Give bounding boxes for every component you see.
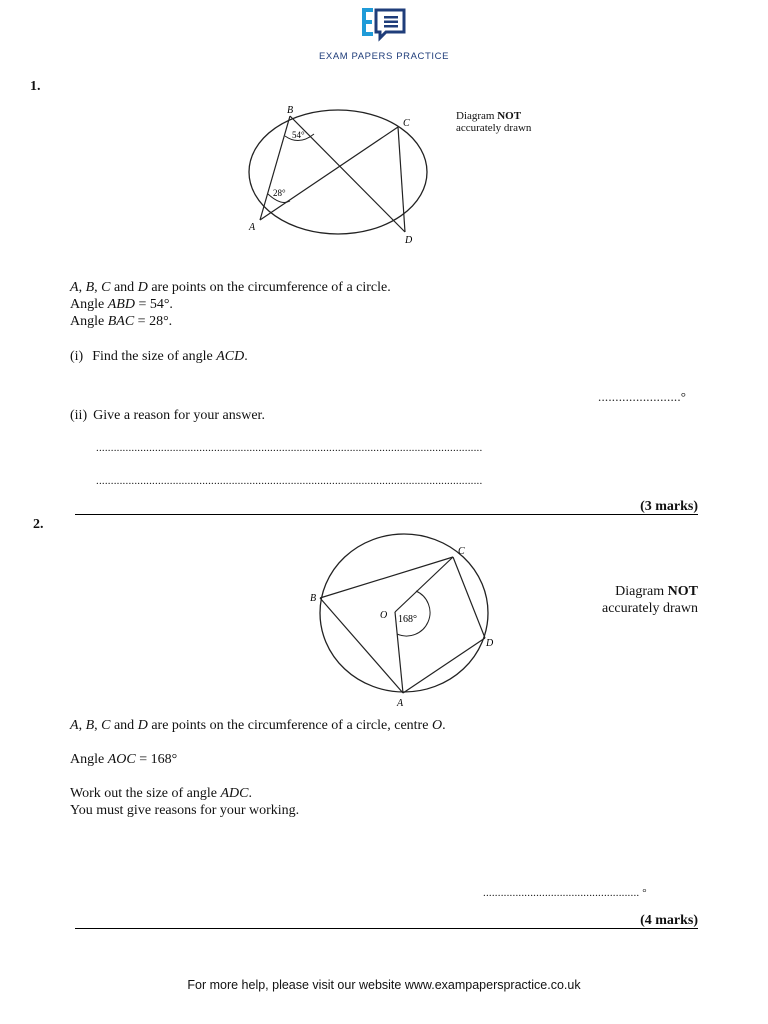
q1-divider	[75, 514, 698, 515]
q1-stem-line-3: Angle BAC = 28°.	[70, 314, 173, 329]
brand-name: EXAM PAPERS PRACTICE	[318, 51, 450, 62]
question-1-number: 1.	[30, 79, 41, 94]
q2-divider	[75, 928, 698, 929]
q1-diagram-note: Diagram NOT accurately drawn	[456, 110, 532, 134]
q1-marks: (3 marks)	[640, 499, 698, 514]
q1-part-i: (i) Find the size of angle ACD.	[70, 349, 248, 364]
q2-diagram-note: Diagram NOT accurately drawn	[602, 584, 698, 616]
q1-label-d: D	[405, 235, 413, 246]
q1-angle-a: 28°	[273, 188, 286, 198]
q1-stem	[70, 279, 391, 330]
q2-label-o: O	[380, 610, 388, 621]
q2-stem-line-2: Angle AOC = 168°	[70, 752, 178, 767]
q1-reason-line-1[interactable]: ...................................................................................................................................	[96, 442, 483, 454]
q1-stem-line-2: Angle ABD = 54°.	[70, 297, 173, 312]
q2-marks: (4 marks)	[640, 913, 698, 928]
q1-label-b: B	[287, 105, 294, 116]
q1-part-ii: (ii) Give a reason for your answer.	[70, 408, 265, 423]
q1-answer-i-line[interactable]: ........................°	[598, 389, 687, 404]
q1-label-c: C	[403, 118, 410, 129]
q2-label-c: C	[458, 546, 465, 557]
q2-angle-o: 168°	[398, 614, 417, 625]
q1-stem-line-1: A, B, C and D are points on the circumference of a circle.	[70, 280, 391, 295]
q2-label-b: B	[310, 593, 317, 604]
q2-label-d: D	[486, 638, 494, 649]
q1-reason-line-2[interactable]: ...................................................................................................................................	[96, 475, 483, 487]
q2-stem-line-4: You must give reasons for your working.	[70, 803, 300, 818]
q2-label-a: A	[397, 698, 404, 709]
footer-text: For more help, please visit our website www.exampaperspractice.co.uk	[187, 978, 581, 992]
q2-stem-line-1: A, B, C and D are points on the circumference of a circle, centre O.	[70, 718, 446, 733]
q2-stem-line-3: Work out the size of angle ADC.	[70, 786, 252, 801]
q2-answer-line[interactable]: ..................................................... °	[483, 887, 647, 899]
question-2-number: 2.	[33, 517, 44, 532]
q1-angle-b: 54°	[292, 130, 305, 140]
q1-circle-diagram	[0, 0, 768, 260]
q1-label-a: A	[249, 222, 256, 233]
